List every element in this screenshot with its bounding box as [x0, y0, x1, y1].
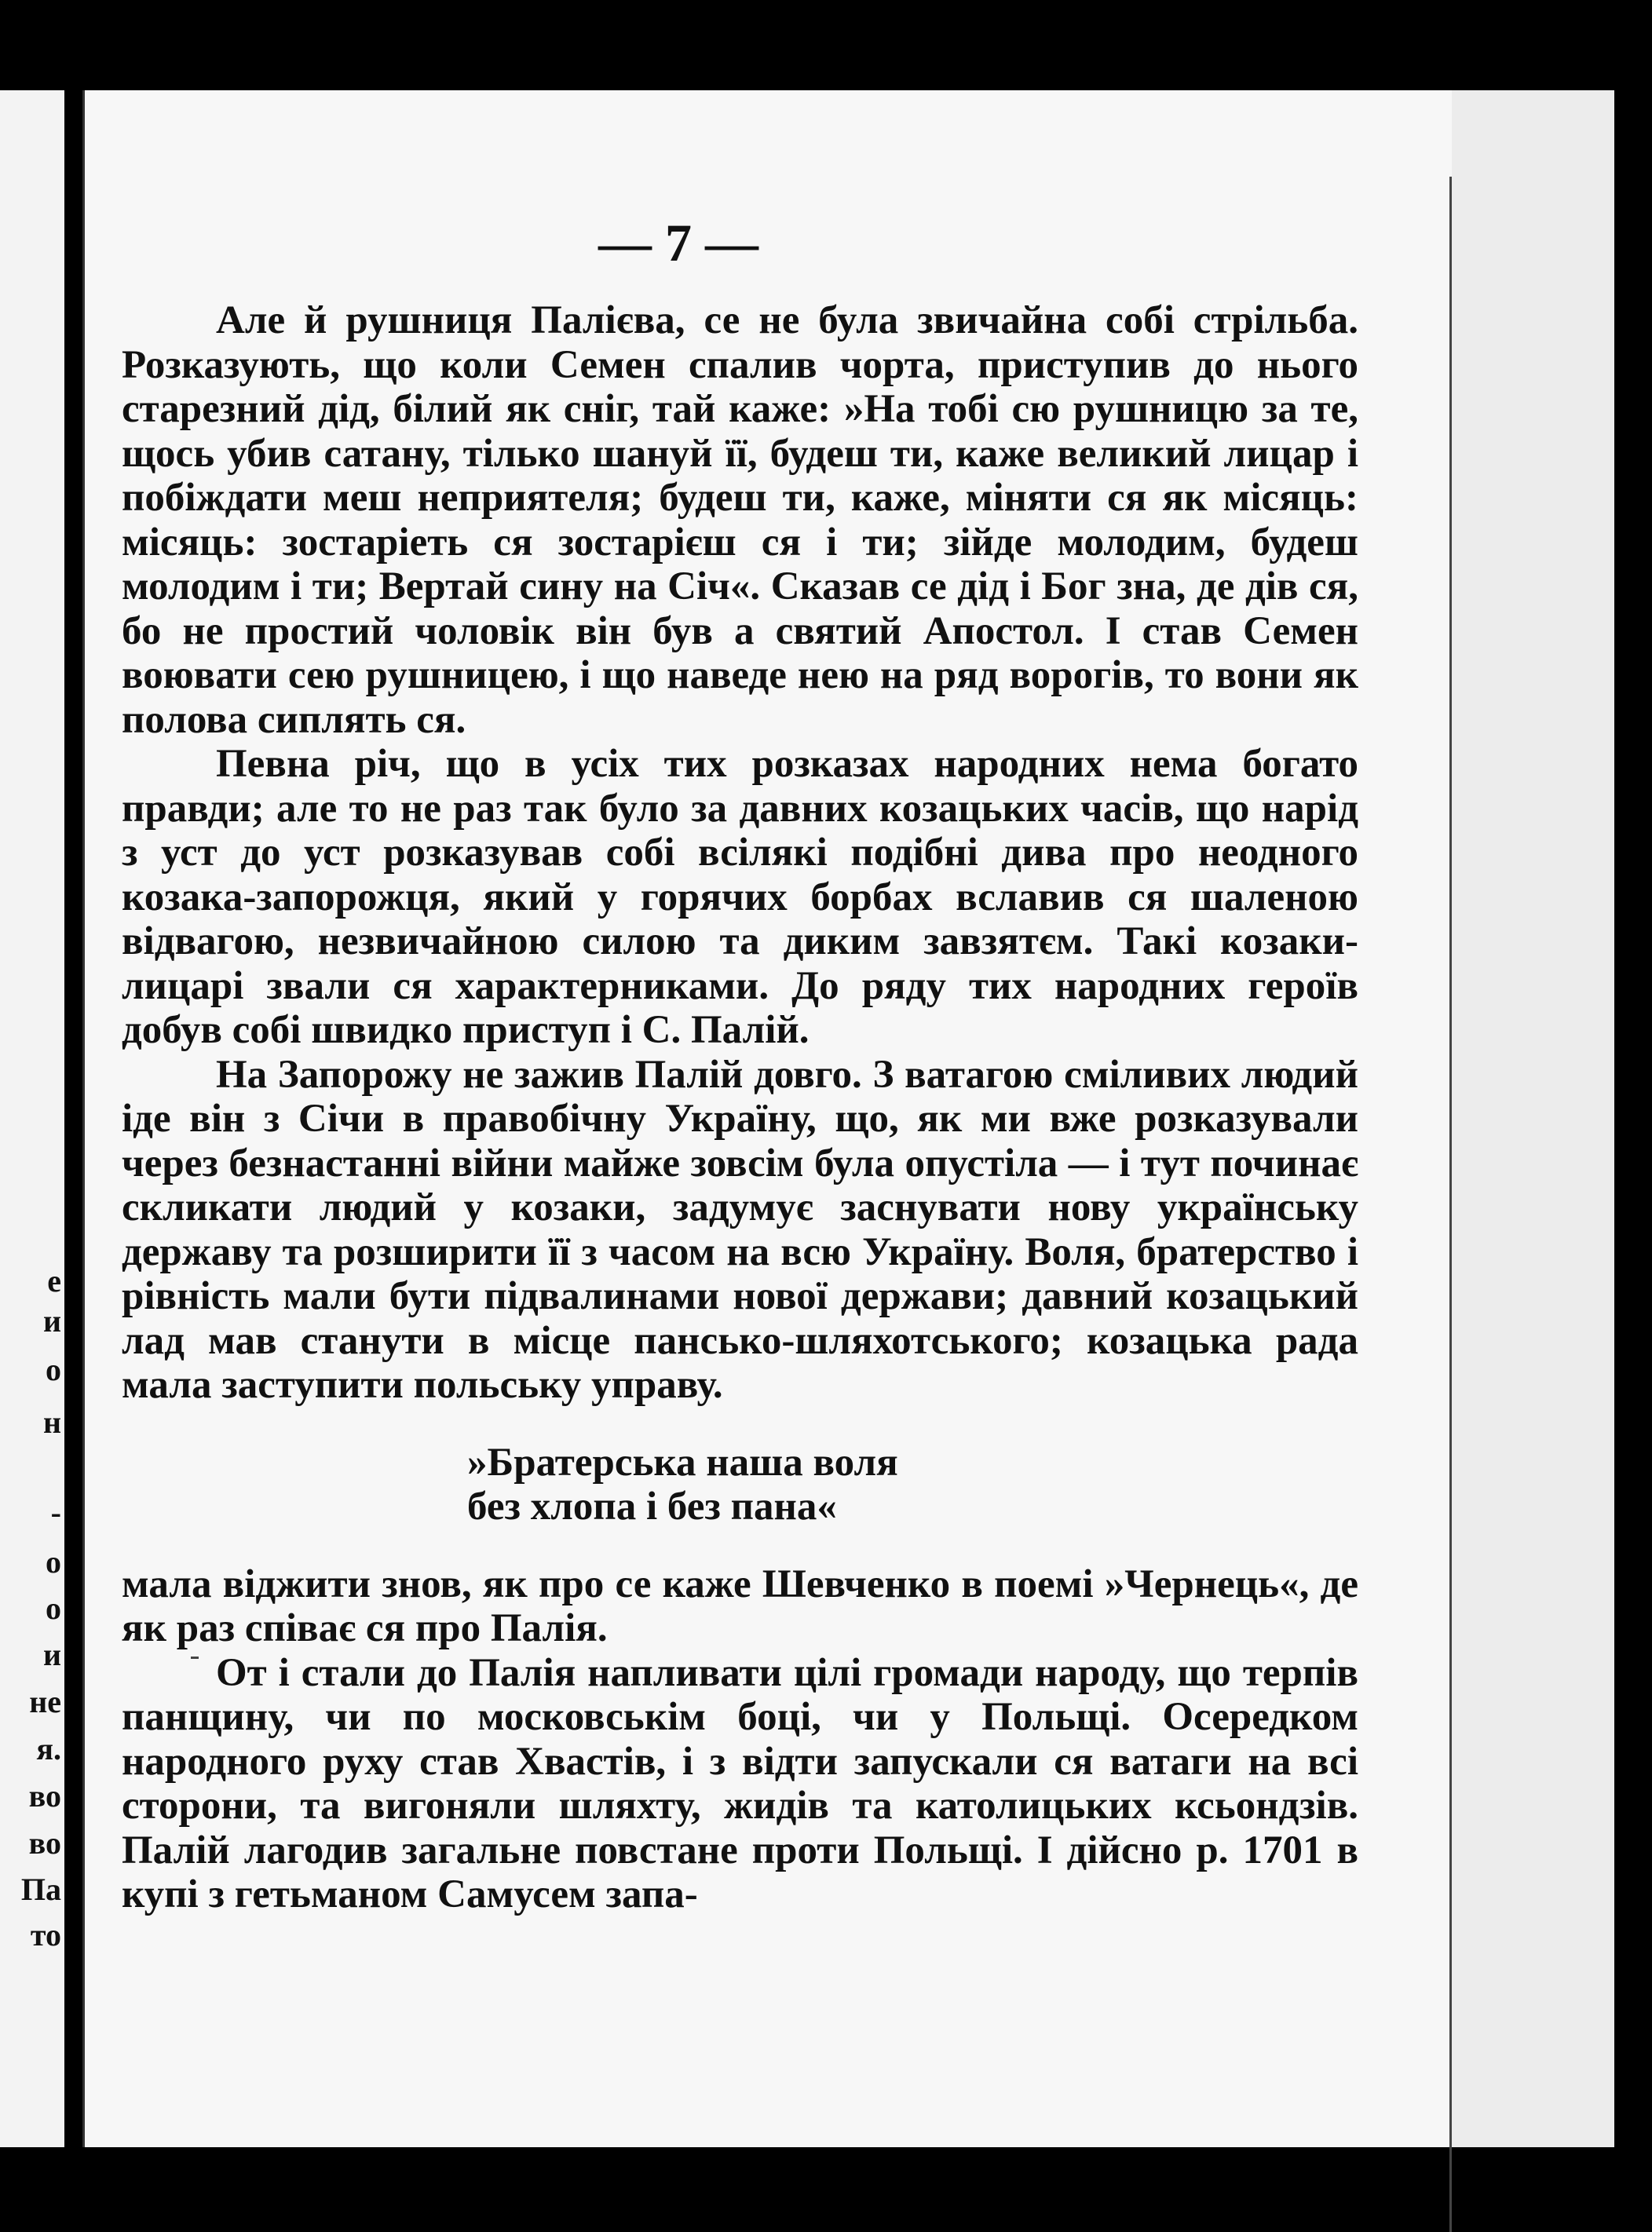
- fragment: и: [42, 1637, 61, 1672]
- fragment: и: [42, 1303, 61, 1339]
- paragraph: На Запорожу не зажив Палій довго. З ватагою сміливих людий іде він з Січи в правобічну Україну, що, як ми вже розказували через безнастанні війни майже зовсім була опустіла — і тут починає скликати людий у козаки, задумує заснувати нову українську державу та розширити її з часом на всю Україну. Воля, братерство і рівність мали бути підвалинами нової держави; давний козацький лад мав станути в місце панcько-шляхотського; козацька рада мала заступити польську управу.: [122, 1052, 1358, 1407]
- paragraph: мала віджити знов, як про се каже Шевченко в поемі »Чернець«, де як раз співає ся про Палія.: [122, 1562, 1358, 1650]
- page-edge-line: [1449, 177, 1452, 2232]
- body-text: [122, 298, 1358, 1917]
- fragment: о: [46, 1352, 61, 1387]
- fragment: я.: [36, 1731, 61, 1766]
- paragraph: Певна річ, що в усіх тих розказах народних нема богато правди; але то не раз так було за давних козацьких часів, що нарід з уст до уст розказував собі всілякі подібні дива про неодного козака-запорожця, який у горячих борбах вславив ся шаленою відвагою, незвичайною силою та диким завзятєм. Такі козаки-лицарі звали ся характерниками. До ряду тих народних героїв добув собі швидко приступ і С. Палій.: [122, 742, 1358, 1052]
- verse-line: »Братерська наша воля: [467, 1440, 898, 1485]
- previous-page-edge: [0, 90, 64, 2147]
- stray-mark: [191, 1657, 199, 1659]
- fragment: е: [47, 1263, 61, 1299]
- fragment: о: [46, 1591, 61, 1626]
- fragment: о: [46, 1544, 61, 1580]
- verse-line: без хлопа і без пана«: [467, 1485, 837, 1529]
- fragment: -: [50, 1495, 61, 1530]
- fragment: Па: [20, 1872, 61, 1907]
- fragment: во: [28, 1778, 61, 1814]
- fragment: то: [30, 1917, 61, 1953]
- fragment: не: [29, 1684, 61, 1719]
- page-number: — 7 —: [598, 213, 758, 272]
- paragraph: От і стали до Палія напливати цілі громади народу, що терпів панщину, чи по московськім боці, чи у Польщі. Осередком народного руху став Хвастів, і з відти запускали ся ватаги на всі сторони, та вигоняли шляхту, жидів та католицьких ксьондзів. Палій лагодив загальне повстане проти Польщі. І дійсно р. 1701 в купі з гетьманом Самусем запа-: [122, 1650, 1358, 1916]
- fragment: н: [42, 1405, 61, 1440]
- fragment: во: [28, 1825, 61, 1861]
- verse-quote: [122, 1441, 1358, 1529]
- page-margin-strip: [1452, 90, 1614, 2147]
- paragraph: Але й рушниця Палієва, се не була звичайна собі стрільба. Розказують, що коли Семен спалив чорта, приступив до нього старезний дід, білий як сніг, тай каже: »На тобі сю рушницю за те, щось убив сатану, тілько шануй її, будеш ти, каже великий лицар і побіждати меш неприятеля; будеш ти, каже, міняти ся як місяць: місяць: зостаріеть ся зостарієш ся і ти; зійде молодим, будеш молодим і ти; Вертай сину на Січ«. Сказав се дід і Бог зна, де дів ся, бо не простий чоловік він був а святий Апостол. І став Семен воювати сею рушницею, і що наведе нею на ряд ворогів, то вони як полова сиплять ся.: [122, 298, 1358, 742]
